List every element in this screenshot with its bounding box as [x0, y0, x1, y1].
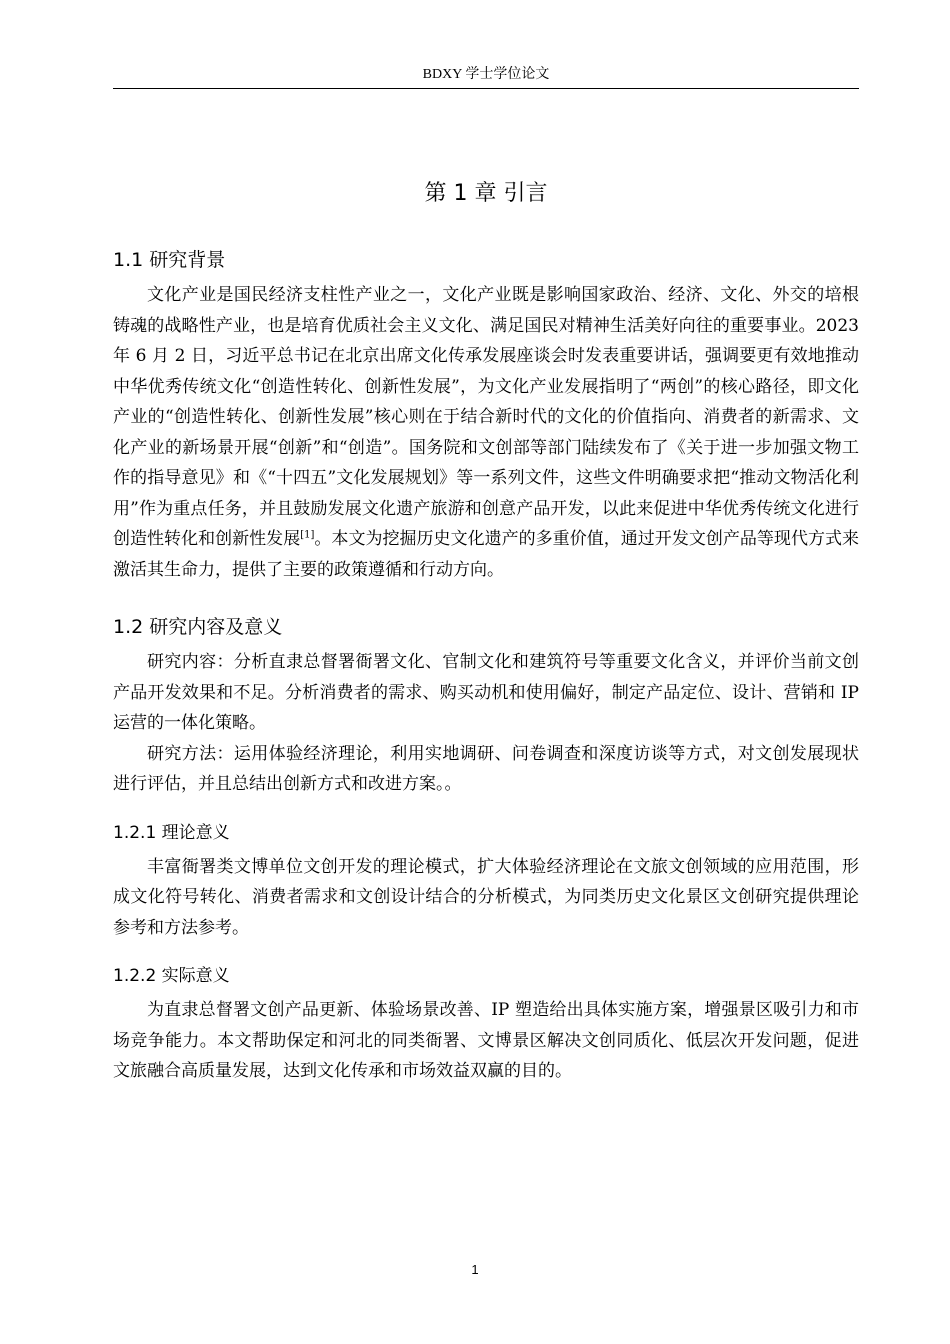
document-body — [113, 172, 859, 1087]
subsection-title-practical-significance: 1.2.2 实际意义 — [113, 966, 230, 986]
paragraph-research-content: 研究内容：分析直隶总督署衙署文化、官制文化和建筑符号等重要文化含义，并评价当前文创产品开发效果和不足。分析消费者的需求、购买动机和使用偏好，制定产品定位、设计、营销和 IP 运营的一体化策略。 — [113, 652, 859, 733]
paragraph-text: 。本文为挖掘历史文化遗产的多重价值，通过开发文创产品等现代方式来激活其生命力，提供了主要的政策遵循和行动方向。 — [113, 529, 860, 580]
section-title-research-background: 1.1 研究背景 — [113, 249, 226, 271]
subsection-title-theoretical-significance: 1.2.1 理论意义 — [113, 822, 230, 843]
chapter-title: 第 1 章 引言 — [424, 181, 548, 206]
page-number: 1 — [471, 1262, 479, 1277]
paragraph-theoretical-significance: 丰富衙署类文博单位文创开发的理论模式，扩大体验经济理论在文旅文创领域的应用范围，形成文化符号转化、消费者需求和文创设计结合的分析模式，为同类历史文化景区文创研究提供理论参考和方法参考。 — [113, 856, 859, 938]
section-title-research-content: 1.2 研究内容及意义 — [113, 616, 283, 638]
paragraph-text: 文化产业是国民经济支柱性产业之一，文化产业既是影响国家政治、经济、文化、外交的培根铸魂的战略性产业，也是培育优质社会主义文化、满足国民对精神生活美好向往的重要事业。2023 年 6 月 2 日，习近平总书记在北京出席文化传承发展座谈会时发表重要讲话，强调要更有效地推动中华优秀传统文化“创造性转化、创新性发展”，为文化产业发展指明了“两创”的核心路径，即文化产业的“创造性转化、创新性发展”核心则在于结合新时代的文化的价值指向、消费者的新需求、文化产业的新场景开展“创新”和“创造”。国务院和文创部等部门陆续发布了《关于进一步加强文物工作的指导意见》和《“十四五”文化发展规划》等一系列文件，这些文件明确要求把“推动文物活化利用”作为重点任务，并且鼓励发展文化遗产旅游和创意产品开发，以此来促进中华优秀传统文化进行创造性转化和创新性发展 — [113, 285, 859, 549]
paragraph-practical-significance: 为直隶总督署文创产品更新、体验场景改善、IP 塑造给出具体实施方案，增强景区吸引力和市场竞争能力。本文帮助保定和河北的同类衙署、文博景区解决文创同质化、低层次开发问题，促进文旅融合高质量发展，达到文化传承和市场效益双赢的目的。 — [113, 1000, 859, 1081]
paragraph-research-method: 研究方法：运用体验经济理论，利用实地调研、问卷调查和深度访谈等方式，对文创发展现状进行评估，并且总结出创新方式和改进方案。。 — [113, 743, 859, 794]
paragraph-research-background — [113, 280, 859, 585]
page-header: BDXY 学士学位论文 — [113, 66, 859, 89]
citation-marker[interactable]: [1] — [300, 529, 315, 541]
